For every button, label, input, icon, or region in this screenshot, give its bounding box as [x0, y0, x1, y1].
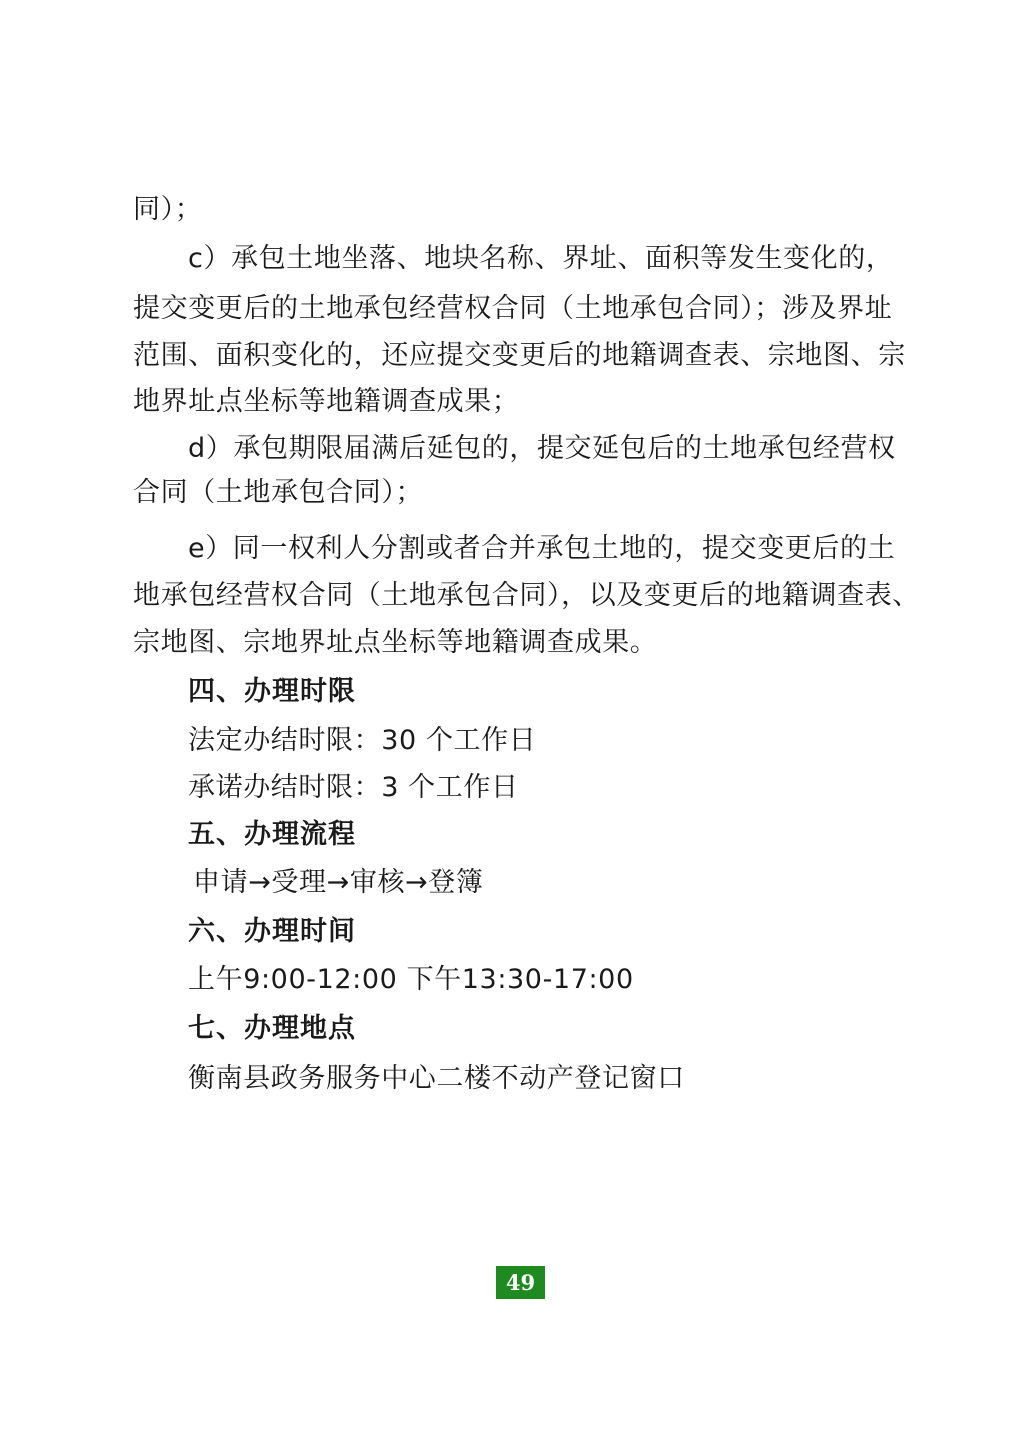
item-c-line-4: 地界址点坐标等地籍调查成果；: [133, 386, 520, 417]
item-d-line-2: 合同（土地承包合同）；: [133, 477, 424, 508]
item-e-line-2: 地承包经营权合同（土地承包合同），以及变更后的地籍调查表、: [133, 580, 920, 611]
office-hours: 上午9:00-12:00 下午13:30-17:00: [188, 964, 634, 995]
body-line-1: 同）；: [133, 194, 203, 225]
promised-time-limit: 承诺办结时限：3 个工作日: [188, 772, 519, 803]
item-d-line-1: d）承包期限届满后延包的，提交延包后的土地承包经营权: [188, 433, 896, 464]
item-e-line-1: e）同一权利人分割或者合并承包土地的，提交变更后的土: [188, 533, 896, 564]
section-process-heading: 五、办理流程: [188, 819, 356, 850]
office-location: 衡南县政务服务中心二楼不动产登记窗口: [188, 1063, 685, 1094]
legal-time-limit: 法定办结时限：30 个工作日: [188, 725, 537, 756]
item-c-line-3: 范围、面积变化的，还应提交变更后的地籍调查表、宗地图、宗: [133, 340, 906, 371]
page-number-badge: 49: [496, 1266, 545, 1299]
item-e-line-3: 宗地图、宗地界址点坐标等地籍调查成果。: [133, 627, 658, 658]
item-c-line-1: c）承包土地坐落、地块名称、界址、面积等发生变化的，: [188, 243, 894, 274]
section-time-limit-heading: 四、办理时限: [188, 676, 356, 707]
section-location-heading: 七、办理地点: [188, 1013, 356, 1044]
process-flow: 申请→受理→审核→登簿: [193, 867, 484, 898]
item-c-line-2: 提交变更后的土地承包经营权合同（土地承包合同）；涉及界址: [133, 293, 893, 324]
section-hours-heading: 六、办理时间: [188, 916, 356, 947]
